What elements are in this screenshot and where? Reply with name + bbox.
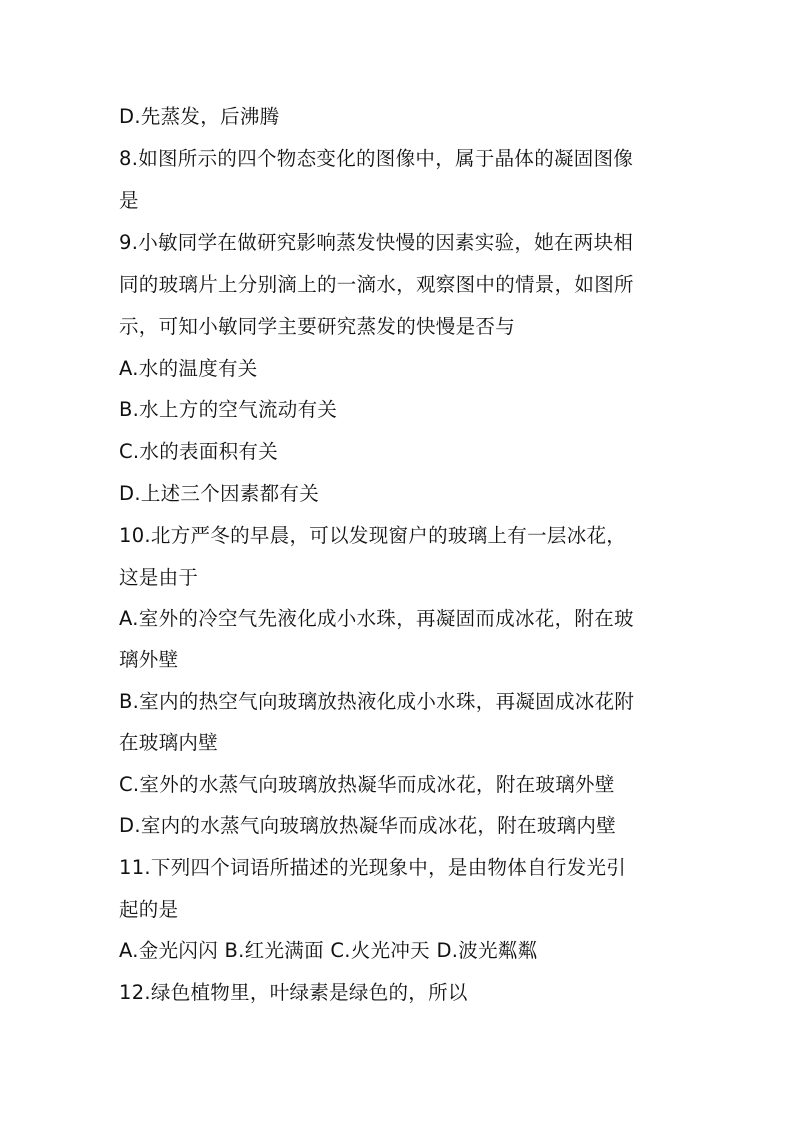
- question-9-line-1: 9.小敏同学在做研究影响蒸发快慢的因素实验，她在两块相: [119, 231, 634, 254]
- option-d-q7: D.先蒸发，后沸腾: [119, 105, 280, 128]
- question-11-line-2: 起的是: [119, 898, 179, 921]
- question-10-line-1: 10.北方严冬的早晨，可以发现窗户的玻璃上有一层冰花，: [119, 524, 627, 547]
- options-q11: A.金光闪闪 B.红光满面 C.火光冲天 D.波光粼粼: [119, 939, 538, 962]
- question-8-line-1: 8.如图所示的四个物态变化的图像中，属于晶体的凝固图像: [119, 147, 634, 170]
- option-d-q9: D.上述三个因素都有关: [119, 482, 320, 505]
- option-b-q10-line-1: B.室内的热空气向玻璃放热液化成小水珠，再凝固成冰花附: [119, 690, 635, 713]
- option-b-q10-line-2: 在玻璃内壁: [119, 731, 219, 754]
- option-c-q9: C.水的表面积有关: [119, 440, 279, 463]
- question-9-line-3: 示，可知小敏同学主要研究蒸发的快慢是否与: [119, 315, 516, 338]
- option-b-q9: B.水上方的空气流动有关: [119, 398, 338, 421]
- question-11-line-1: 11.下列四个词语所描述的光现象中，是由物体自行发光引: [119, 856, 627, 879]
- question-10-line-2: 这是由于: [119, 566, 199, 589]
- option-d-q10: D.室内的水蒸气向玻璃放热凝华而成冰花，附在玻璃内壁: [119, 814, 617, 837]
- option-a-q10-line-1: A.室外的冷空气先液化成小水珠，再凝固而成冰花，附在玻: [119, 607, 634, 630]
- option-a-q9: A.水的温度有关: [119, 357, 258, 380]
- question-12-line-1: 12.绿色植物里，叶绿素是绿色的，所以: [119, 981, 468, 1004]
- question-9-line-2: 同的玻璃片上分别滴上的一滴水，观察图中的情景，如图所: [119, 273, 634, 296]
- option-c-q10: C.室外的水蒸气向玻璃放热凝华而成冰花，附在玻璃外壁: [119, 773, 615, 796]
- question-8-line-2: 是: [119, 189, 139, 212]
- option-a-q10-line-2: 璃外壁: [119, 648, 179, 671]
